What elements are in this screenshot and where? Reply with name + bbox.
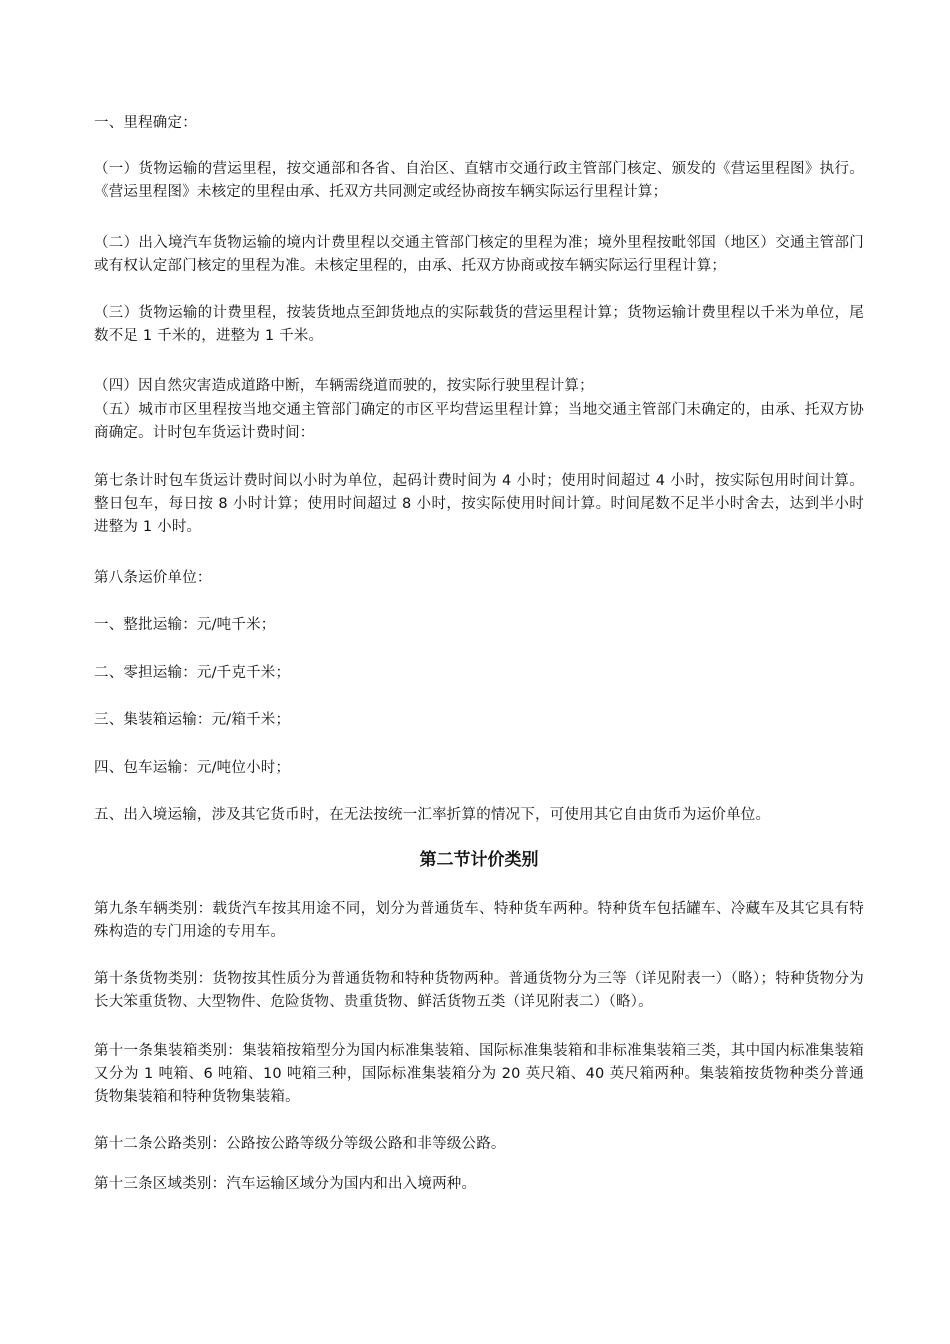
paragraph-article-13: 第十三条区域类别：汽车运输区域分为国内和出入境两种。 bbox=[94, 1176, 477, 1192]
paragraph-unit-1: 一、整批运输：元/吨千米； bbox=[94, 617, 276, 633]
document-page bbox=[94, 0, 864, 1344]
section-heading: 第二节计价类别 bbox=[419, 850, 539, 870]
paragraph-article-11: 第十一条集装箱类别：集装箱按箱型分为国内标准集装箱、国际标准集装箱和非标准集装箱三类，其中国内标准集装箱又分为 1 吨箱、6 吨箱、10 吨箱三种，国际标准集装箱分为 20 英尺箱、40 英尺箱两种。集装箱按货物种类分普通货物集装箱和特种货物集装箱。 bbox=[94, 1043, 864, 1105]
paragraph-article-10: 第十条货物类别：货物按其性质分为普通货物和特种货物两种。普通货物分为三等（详见附表一）（略）；特种货物分为长大笨重货物、大型物件、危险货物、贵重货物、鲜活货物五类（详见附表二）（略）。 bbox=[94, 971, 864, 1010]
paragraph-mileage-item-2: （二）出入境汽车货物运输的境内计费里程以交通主管部门核定的里程为准；境外里程按毗邻国（地区）交通主管部门或有权认定部门核定的里程为准。未核定里程的，由承、托双方协商或按车辆实际运行里程计算； bbox=[94, 235, 864, 274]
paragraph-mileage-item-4: （四）因自然灾害造成道路中断，车辆需绕道而驶的，按实际行驶里程计算； bbox=[94, 378, 594, 394]
paragraph-mileage-item-5: （五）城市市区里程按当地交通主管部门确定的市区平均营运里程计算；当地交通主管部门未确定的，由承、托双方协商确定。计时包车货运计费时间： bbox=[94, 402, 864, 441]
paragraph-unit-5: 五、出入境运输，涉及其它货币时，在无法按统一汇率折算的情况下，可使用其它自由货币为运价单位。 bbox=[94, 807, 771, 823]
paragraph-unit-2: 二、零担运输：元/千克千米； bbox=[94, 665, 291, 681]
paragraph-mileage-item-3: （三）货物运输的计费里程，按装货地点至卸货地点的实际载货的营运里程计算；货物运输计费里程以千米为单位，尾数不足 1 千米的，进整为 1 千米。 bbox=[94, 305, 864, 344]
paragraph-article-12: 第十二条公路类别：公路按公路等级分等级公路和非等级公路。 bbox=[94, 1136, 506, 1152]
paragraph-unit-4: 四、包车运输：元/吨位小时； bbox=[94, 760, 291, 776]
paragraph-article-9: 第九条车辆类别：载货汽车按其用途不同，划分为普通货车、特种货车两种。特种货车包括罐车、冷藏车及其它具有特殊构造的专门用途的专用车。 bbox=[94, 901, 864, 940]
paragraph-article-7: 第七条计时包车货运计费时间以小时为单位，起码计费时间为 4 小时；使用时间超过 4 小时，按实际包用时间计算。整日包车，每日按 8 小时计算；使用时间超过 8 小时，按实际使用时间计算。时间尾数不足半小时舍去，达到半小时进整为 1 小时。 bbox=[94, 473, 864, 535]
paragraph-mileage-item-1: （一）货物运输的营运里程，按交通部和各省、自治区、直辖市交通行政主管部门核定、颁发的《营运里程图》执行。《营运里程图》未核定的里程由承、托双方共同测定或经协商按车辆实际运行里程计算； bbox=[94, 161, 864, 200]
paragraph-mileage-heading: 一、里程确定： bbox=[94, 115, 197, 131]
paragraph-unit-3: 三、集装箱运输：元/箱千米； bbox=[94, 712, 291, 728]
paragraph-article-8: 第八条运价单位： bbox=[94, 570, 212, 586]
